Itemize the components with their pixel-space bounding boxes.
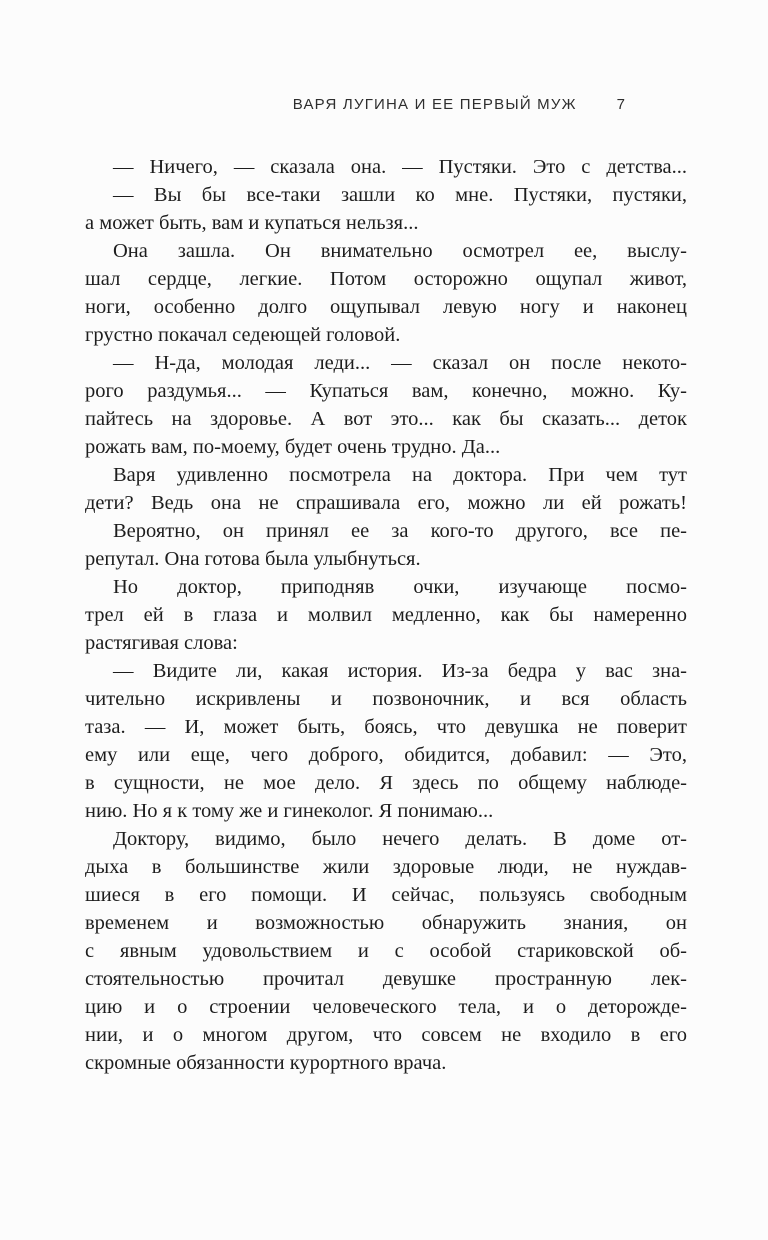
text-line: Вероятно, он принял ее за кого-то другого, все пе-: [113, 520, 687, 542]
text-line: Доктору, видимо, было нечего делать. В доме от-: [113, 828, 687, 850]
text-line: дыха в большинстве жили здоровые люди, не нуждав-: [85, 856, 687, 878]
text-line: — Видите ли, какая история. Из-за бедра у вас зна-: [113, 660, 687, 682]
text-line: рожать вам, по-моему, будет очень трудно. Да...: [85, 436, 501, 458]
text-line: — Н-да, молодая леди... — сказал он после некото-: [113, 352, 687, 374]
paragraph: [85, 825, 687, 1077]
running-head-title: ВАРЯ ЛУГИНА И ЕЕ ПЕРВЫЙ МУЖ: [292, 96, 577, 113]
text-line: нию. Но я к тому же и гинеколог. Я понимаю...: [85, 800, 494, 822]
text-line: рого раздумья... — Купаться вам, конечно, можно. Ку-: [85, 380, 687, 402]
page-text: [85, 153, 687, 1077]
text-line: шал сердце, легкие. Потом осторожно ощупал живот,: [85, 268, 687, 290]
text-line: в сущности, не мое дело. Я здесь по общему наблюде-: [85, 772, 687, 794]
text-line: цию и о строении человеческого тела, и о деторожде-: [85, 996, 687, 1018]
text-line: ему или еще, чего доброго, обидится, добавил: — Это,: [85, 744, 687, 766]
text-line: репутал. Она готова была улыбнуться.: [85, 548, 421, 570]
paragraph: [85, 573, 687, 657]
running-head: [85, 96, 687, 113]
text-line: скромные обязанности курортного врача.: [85, 1052, 447, 1074]
text-line: Но доктор, приподняв очки, изучающе посмо-: [113, 576, 687, 598]
paragraph: [85, 349, 687, 461]
text-line: Варя удивленно посмотрела на доктора. При чем тут: [113, 464, 687, 486]
paragraph: [85, 153, 687, 181]
text-line: чительно искривлены и позвоночник, и вся область: [85, 688, 687, 710]
text-line: а может быть, вам и купаться нельзя...: [85, 212, 419, 234]
text-line: трел ей в глаза и молвил медленно, как бы намеренно: [85, 604, 687, 626]
text-line: ноги, особенно долго ощупывал левую ногу и наконец: [85, 296, 687, 318]
text-line: растягивая слова:: [85, 632, 238, 654]
text-line: с явным удовольствием и с особой стариковской об-: [85, 940, 687, 962]
paragraph: [85, 461, 687, 517]
text-line: стоятельностью прочитал девушке пространную лек-: [85, 968, 687, 990]
paragraph: [85, 181, 687, 237]
paragraph: [85, 517, 687, 573]
paragraph: [85, 657, 687, 825]
text-line: нии, и о многом другом, что совсем не входило в его: [85, 1024, 687, 1046]
text-line: временем и возможностью обнаружить знания, он: [85, 912, 687, 934]
paragraph: [85, 237, 687, 349]
text-line: шиеся в его помощи. И сейчас, пользуясь свободным: [85, 884, 687, 906]
text-line: таза. — И, может быть, боясь, что девушка не поверит: [85, 716, 687, 738]
text-line: Она зашла. Он внимательно осмотрел ее, выслу-: [113, 240, 687, 262]
text-line: грустно покачал седеющей головой.: [85, 324, 401, 346]
text-line: — Вы бы все-таки зашли ко мне. Пустяки, пустяки,: [113, 184, 687, 206]
text-line: дети? Ведь она не спрашивала его, можно ли ей рожать!: [85, 492, 687, 514]
page-number: 7: [616, 96, 625, 113]
text-line: пайтесь на здоровье. А вот это... как бы сказать... деток: [85, 408, 687, 430]
text-line: — Ничего, — сказала она. — Пустяки. Это с детства...: [113, 156, 687, 178]
